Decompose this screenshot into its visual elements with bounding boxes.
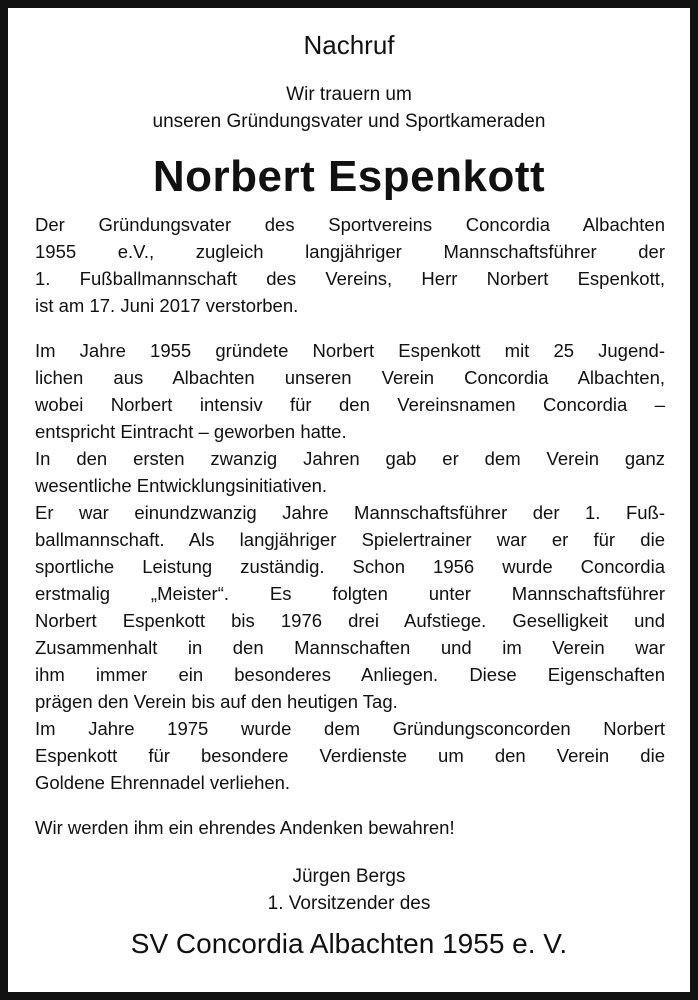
- text-line: wesentliche Entwicklungsinitiativen.: [35, 475, 328, 496]
- closing-text: Wir werden ihm ein ehrendes Andenken bewahren!: [35, 817, 455, 838]
- text-line: ist am 17. Juni 2017 verstorben.: [35, 295, 299, 316]
- signatory-name: Jürgen Bergs: [292, 866, 406, 887]
- text-line: Der Gründungsvater des Sportvereins Concordia Albachten: [35, 214, 665, 235]
- club-name: SV Concordia Albachten 1955 e. V.: [130, 928, 568, 959]
- paragraph-1: [35, 211, 665, 319]
- text-line: 1. Fußballmannschaft des Vereins, Herr Norbert Espenkott,: [35, 268, 665, 289]
- text-line: sportliche Leistung zuständig. Schon 1956 wurde Concordia: [35, 556, 665, 577]
- text-line: prägen den Verein bis auf den heutigen Tag.: [35, 691, 398, 712]
- deceased-name: Norbert Espenkott: [152, 152, 546, 201]
- text-line: wobei Norbert intensiv für den Vereinsnamen Concordia –: [35, 394, 665, 415]
- heading: Nachruf: [303, 30, 395, 60]
- closing-line: [35, 814, 665, 841]
- text-line: Im Jahre 1975 wurde dem Gründungsconcorden Norbert: [35, 718, 665, 739]
- intro-line-2: unseren Gründungsvater und Sportkameraden: [152, 111, 546, 132]
- text-line: Espenkott für besondere Verdienste um den Verein die: [35, 745, 665, 766]
- text-line: ihm immer ein besonderes Anliegen. Diese Eigenschaften: [35, 664, 665, 685]
- text-line: In den ersten zwanzig Jahren gab er dem Verein ganz: [35, 448, 665, 469]
- signatory-role: 1. Vorsitzender des: [267, 893, 431, 914]
- text-line: Norbert Espenkott bis 1976 drei Aufstiege. Geselligkeit und: [35, 610, 665, 631]
- paragraph-2: [35, 337, 665, 796]
- text-line: Im Jahre 1955 gründete Norbert Espenkott mit 25 Jugend-: [35, 340, 665, 361]
- text-line: ballmannschaft. Als langjähriger Spielertrainer war er für die: [35, 529, 665, 550]
- text-line: entspricht Eintracht – geworben hatte.: [35, 421, 347, 442]
- text-line: 1955 e.V., zugleich langjähriger Mannschaftsführer der: [35, 241, 665, 262]
- text-line: Er war einundzwanzig Jahre Mannschaftsführer der 1. Fuß-: [35, 502, 665, 523]
- text-line: Goldene Ehrennadel verliehen.: [35, 772, 291, 793]
- text-line: erstmalig „Meister“. Es folgten unter Mannschaftsführer: [35, 583, 665, 604]
- text-line: Zusammenhalt in den Mannschaften und im Verein war: [35, 637, 665, 658]
- text-line: lichen aus Albachten unseren Verein Concordia Albachten,: [35, 367, 665, 388]
- intro-line-1: Wir trauern um: [286, 84, 412, 105]
